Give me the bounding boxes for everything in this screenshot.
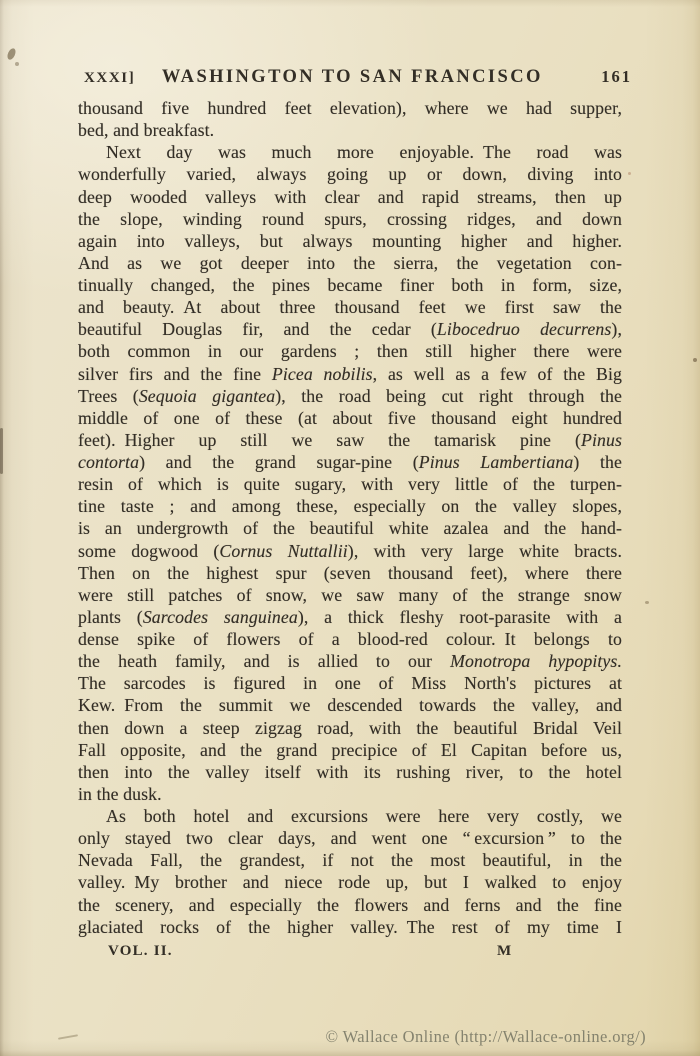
species-name: Monotropa hypopitys. <box>450 651 622 672</box>
text-line <box>78 871 622 893</box>
text-segment: ) and the grand sugar-pine ( <box>139 452 419 472</box>
text-segment: were still patches of snow, we saw many of the strange snow <box>78 584 622 605</box>
species-name: Cornus Nuttallii <box>219 540 348 561</box>
text-segment: glaciated rocks of the higher valley. The rest of my time I <box>78 916 622 937</box>
text-segment: ), <box>611 319 622 340</box>
species-name: contorta <box>78 452 140 472</box>
text-line <box>78 296 622 318</box>
species-name: Pinus Lambertiana <box>418 452 574 472</box>
text-line <box>78 739 622 761</box>
text-segment: Then on the highest spur (seven thousand feet), where there <box>78 562 622 583</box>
text-segment: feet). Higher up still we saw the tamarisk pine ( <box>78 429 581 450</box>
text-segment: only stayed two clear days, and went one “ excursion ” to the <box>78 828 622 849</box>
text-line <box>78 119 622 141</box>
text-line <box>78 827 622 849</box>
text-line <box>78 783 622 805</box>
text-line <box>78 252 622 274</box>
volume-label: VOL. II. <box>108 943 173 959</box>
page-number: 161 <box>601 67 632 86</box>
text-segment: middle of one of these (at about five thousand eight hundred <box>78 407 622 428</box>
species-name: Sequoia gigantea <box>138 385 276 406</box>
text-line <box>78 429 622 451</box>
text-segment: ) the <box>573 452 622 472</box>
paper-speck <box>645 601 649 604</box>
text-segment: The sarcodes is figured in one of Miss North's pictures at <box>78 673 622 694</box>
text-segment: thousand five hundred feet elevation), where we had supper, <box>78 98 622 118</box>
running-title: WASHINGTON TO SAN FRANCISCO <box>161 67 543 87</box>
text-segment: ), the road being cut right through the <box>275 385 622 406</box>
text-line <box>78 186 622 208</box>
text-line <box>78 208 622 230</box>
text-segment: dense spike of flowers of a blood-red colour. It belongs to <box>78 629 622 649</box>
text-line <box>78 540 622 562</box>
text-segment: wonderfully varied, always going up or down, diving into <box>78 164 622 185</box>
text-line <box>78 318 622 340</box>
species-name: Pinus <box>580 429 622 450</box>
text-line <box>78 385 622 407</box>
text-line <box>78 230 622 252</box>
text-segment: ), with very large white bracts. <box>347 540 623 561</box>
text-line <box>78 584 622 606</box>
text-segment: Kew. From the summit we descended towards the valley, and <box>78 695 622 716</box>
text-segment: And as we got deeper into the sierra, the vegetation con- <box>78 252 622 273</box>
text-line <box>78 650 622 672</box>
text-segment: tine taste ; and among these, especially on the valley slopes, <box>78 496 622 517</box>
text-line <box>78 163 622 185</box>
text-line <box>78 407 622 429</box>
text-line <box>78 340 622 362</box>
text-segment: deep wooded valleys with clear and rapid streams, then up <box>78 186 622 207</box>
text-line <box>78 628 622 650</box>
text-line <box>78 141 622 163</box>
paper-speck <box>6 47 17 61</box>
text-line <box>78 97 622 119</box>
text-segment: , as well as a few of the Big <box>372 363 622 384</box>
text-segment: ), a thick fleshy root-parasite with a <box>297 606 622 627</box>
text-line <box>78 606 622 628</box>
text-segment: Fall opposite, and the grand precipice of El Capitan before us, <box>78 739 622 760</box>
text-segment: As both hotel and excursions were here very costly, we <box>106 806 622 826</box>
page-footer <box>0 943 700 963</box>
text-line <box>78 672 622 694</box>
paper-speck <box>15 62 19 66</box>
binding-edge-mark <box>0 428 3 474</box>
text-segment: resin of which is quite sugary, with very little of the turpen- <box>78 474 622 495</box>
signature-mark: M <box>497 943 512 959</box>
text-segment: bed, and breakfast. <box>78 120 215 141</box>
text-segment: the slope, winding round spurs, crossing ridges, and down <box>78 208 622 229</box>
text-segment: the heath family, and is allied to our <box>78 651 451 672</box>
chapter-marker: XXXI] <box>84 70 136 86</box>
text-segment: silver firs and the fine <box>78 363 272 384</box>
text-segment: both common in our gardens ; then still higher there were <box>78 341 622 362</box>
text-block <box>78 97 622 938</box>
text-segment: valley. My brother and niece rode up, but I walked to enjoy <box>78 872 622 893</box>
text-segment: Next day was much more enjoyable. The road was <box>106 142 622 163</box>
species-name: Sarcodes sanguinea <box>142 606 298 627</box>
text-segment: Nevada Fall, the grandest, if not the most beautiful, in the <box>78 850 622 871</box>
page-header <box>84 67 632 88</box>
text-line <box>78 473 622 495</box>
text-segment: is an undergrowth of the beautiful white azalea and the hand- <box>78 518 622 539</box>
text-line <box>78 495 622 517</box>
text-line <box>78 717 622 739</box>
text-segment: in the dusk. <box>78 783 162 804</box>
species-name: Libocedruo decurrens <box>436 319 612 340</box>
text-line <box>78 805 622 827</box>
text-segment: and beauty. At about three thousand feet we first saw the <box>78 297 622 318</box>
text-line <box>78 363 622 385</box>
text-line <box>78 894 622 916</box>
paper-scratch <box>58 1034 78 1039</box>
text-line <box>78 849 622 871</box>
text-segment: again into valleys, but always mounting higher and higher. <box>78 230 622 251</box>
text-segment: beautiful Douglas fir, and the cedar ( <box>78 319 437 340</box>
text-segment: the scenery, and especially the flowers and ferns and the fine <box>78 894 622 915</box>
text-segment: plants ( <box>78 606 143 627</box>
text-line <box>78 274 622 296</box>
text-segment: then down a steep zigzag road, with the beautiful Bridal Veil <box>78 717 622 738</box>
watermark-credit: © Wallace Online (http://Wallace-online.org/) <box>325 1027 646 1046</box>
text-segment: tinually changed, the pines became finer both in form, size, <box>78 275 622 295</box>
text-segment: Trees ( <box>78 385 139 406</box>
text-line <box>78 761 622 783</box>
species-name: Picea nobilis <box>271 363 373 384</box>
text-line <box>78 562 622 584</box>
text-segment: some dogwood ( <box>78 540 220 561</box>
text-line <box>78 916 622 938</box>
text-line <box>78 451 622 473</box>
text-line <box>78 517 622 539</box>
text-line <box>78 694 622 716</box>
paper-speck <box>693 358 697 362</box>
paper-speck <box>628 172 631 175</box>
text-segment: then into the valley itself with its rushing river, to the hotel <box>78 761 622 782</box>
